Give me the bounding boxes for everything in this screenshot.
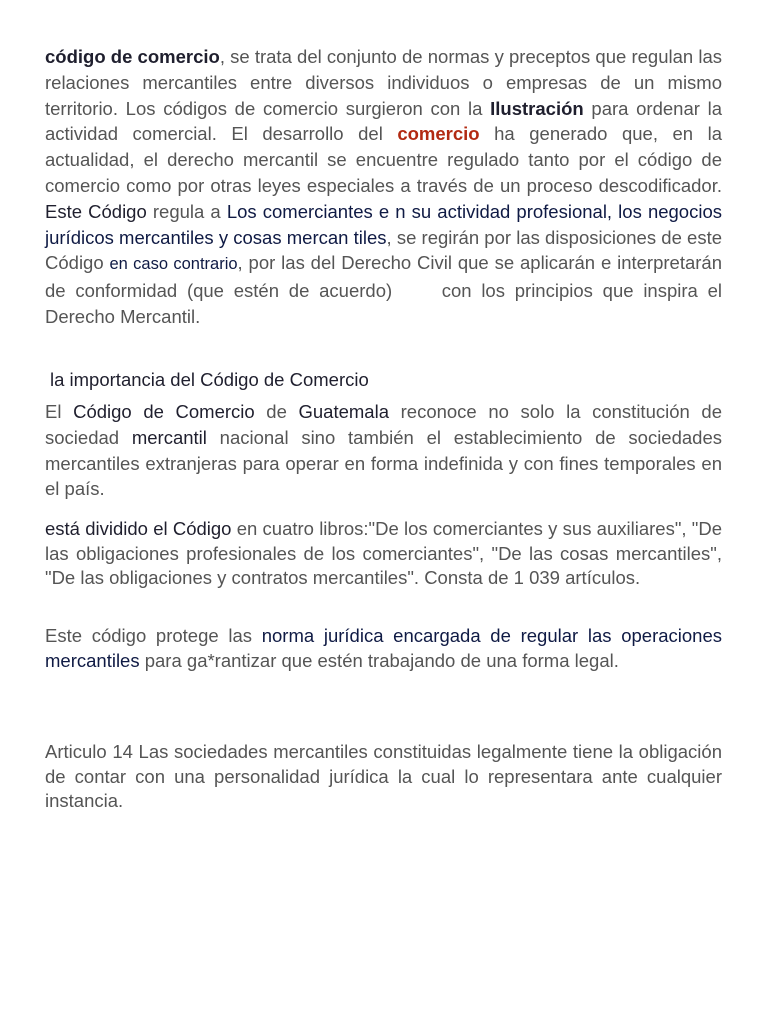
term-codigo-de-comercio: código de comercio <box>45 46 220 67</box>
text-span: , se regirán por las disposiciones de este Código <box>45 226 722 274</box>
paragraph-proteccion <box>45 624 722 673</box>
highlight-norma-juridica: norma jurídica encargada de regular las operaciones mercantiles <box>45 625 722 671</box>
text-span: , por las del Derecho Civil que se aplicarán e interpretarán de conformidad (que estén de acuerdo) <box>45 252 722 302</box>
term-este-codigo: Este Código <box>45 200 147 222</box>
paragraph-libros <box>45 517 722 591</box>
highlight-en-caso-contrario: en caso contrario <box>109 255 238 274</box>
section-heading: la importancia del Código de Comercio <box>50 369 369 390</box>
paragraph-definition <box>45 44 722 330</box>
text-span: de <box>254 401 299 422</box>
text-span: , se trata del conjunto de normas y preceptos que regulan las relaciones mercantiles entre diversos individuos o empresas de un mismo territorio. Los códigos de comercio surgieron con la <box>45 46 723 119</box>
text-span: para ordenar la actividad comercial. El desarrollo del <box>45 97 722 145</box>
text-span: en cuatro libros:"De los comerciantes y sus auxiliares", "De las obligaciones profesionales de los comerciantes", "De las cosas mercantiles", "De las obligaciones y contratos mercantiles". Consta de 1 039 artículos. <box>45 518 722 588</box>
text-span: regula a <box>146 200 227 222</box>
text-span: ha generado que, en la actualidad, el derecho mercantil se encuentre regulado tanto por el código de comercio como por otras leyes especiales a través de un proceso descodificador. <box>45 123 722 196</box>
text-span: El <box>45 401 74 422</box>
text-span: para ga*rantizar que estén trabajando de una forma legal. <box>139 649 619 671</box>
term-esta-dividido: está dividido el Código <box>45 518 232 539</box>
text-span: nacional sino también el establecimiento de sociedades mercantiles extranjeras para operar en forma indefinida y con fines temporales en el país. <box>45 426 722 500</box>
paragraph-guatemala <box>45 399 722 502</box>
term-guatemala: Guatemala <box>298 401 389 422</box>
paragraph-articulo-14: Articulo 14 Las sociedades mercantiles constituidas legalmente tiene la obligación de contar con una personalidad jurídica la cual lo representara ante cualquier instancia. <box>45 741 722 811</box>
text-span: con los principios que inspira el Derecho Mercantil. <box>45 280 722 327</box>
term-codigo-de-comercio-2: Código de Comercio <box>73 401 255 422</box>
term-mercantil: mercantil <box>131 426 207 448</box>
link-comercio[interactable]: comercio <box>397 123 480 145</box>
highlight-comerciantes: Los comerciantes e n su actividad profesional, los negocios jurídicos mercantiles y cosas mercan tiles <box>45 200 722 248</box>
text-span: Este código protege las <box>45 625 262 646</box>
term-ilustracion: Ilustración <box>490 97 584 119</box>
text-span: reconoce no solo la constitución de sociedad <box>45 401 722 448</box>
